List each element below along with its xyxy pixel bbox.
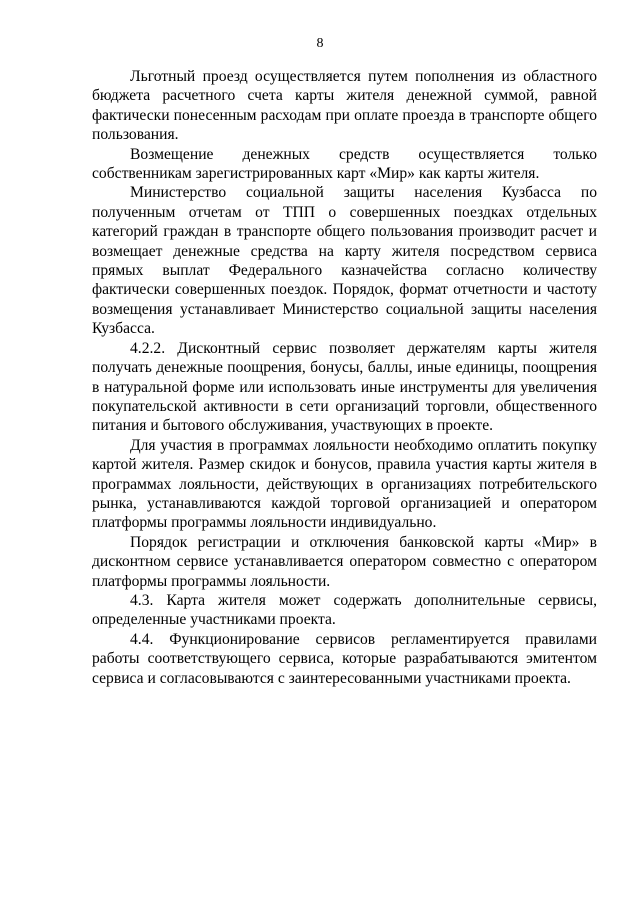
paragraph-preferential-travel: Льготный проезд осуществляется путем пополнения из областного бюджета расчетного счета карты жителя денежной суммой, равной фактически понесенным расходам при оплате проезда в транспорте общего пользования. xyxy=(92,68,597,144)
paragraph-service-functioning: 4.4. Функционирование сервисов регламентируется правилами работы соответствующего сервиса, которые разрабатываются эмитентом сервиса и согласовываются с заинтересованными участниками проекта. xyxy=(92,630,597,687)
paragraph-registration-order: Порядок регистрации и отключения банковской карты «Мир» в дисконтном сервисе устанавливается оператором совместно с оператором платформы программы лояльности. xyxy=(92,533,597,590)
document-body xyxy=(92,67,597,688)
paragraph-ministry-calculation: Министерство социальной защиты населения Кузбасса по полученным отчетам от ТПП о совершенных поездках отдельных категорий граждан в транспорте общего пользования производит расчет и возмещает денежные средства на карту жителя посредством сервиса прямых выплат Федерального казначейства согласно количеству фактически совершенных поездок. Порядок, формат отчетности и частоту возмещения устанавливает Министерство социальной защиты населения Кузбасса. xyxy=(92,184,597,338)
paragraph-additional-services: 4.3. Карта жителя может содержать дополнительные сервисы, определенные участниками проекта. xyxy=(92,591,597,629)
paragraph-discount-service: 4.2.2. Дисконтный сервис позволяет держателям карты жителя получать денежные поощрения, бонусы, баллы, иные единицы, поощрения в натуральной форме или использовать иные инструменты для увеличения покупательской активности в сети организаций торговли, общественного питания и бытового обслуживания, участвующих в проекте. xyxy=(92,339,597,435)
paragraph-reimbursement-owners: Возмещение денежных средств осуществляется только собственникам зарегистрированных карт «Мир» как карты жителя. xyxy=(92,145,597,183)
page-number: 8 xyxy=(316,36,324,51)
paragraph-loyalty-participation: Для участия в программах лояльности необходимо оплатить покупку картой жителя. Размер скидок и бонусов, правила участия карты жителя в программах лояльности, действующих в организациях потребительского рынка, устанавливаются каждой торговой организацией и оператором платформы программы лояльности индивидуально. xyxy=(92,436,597,532)
